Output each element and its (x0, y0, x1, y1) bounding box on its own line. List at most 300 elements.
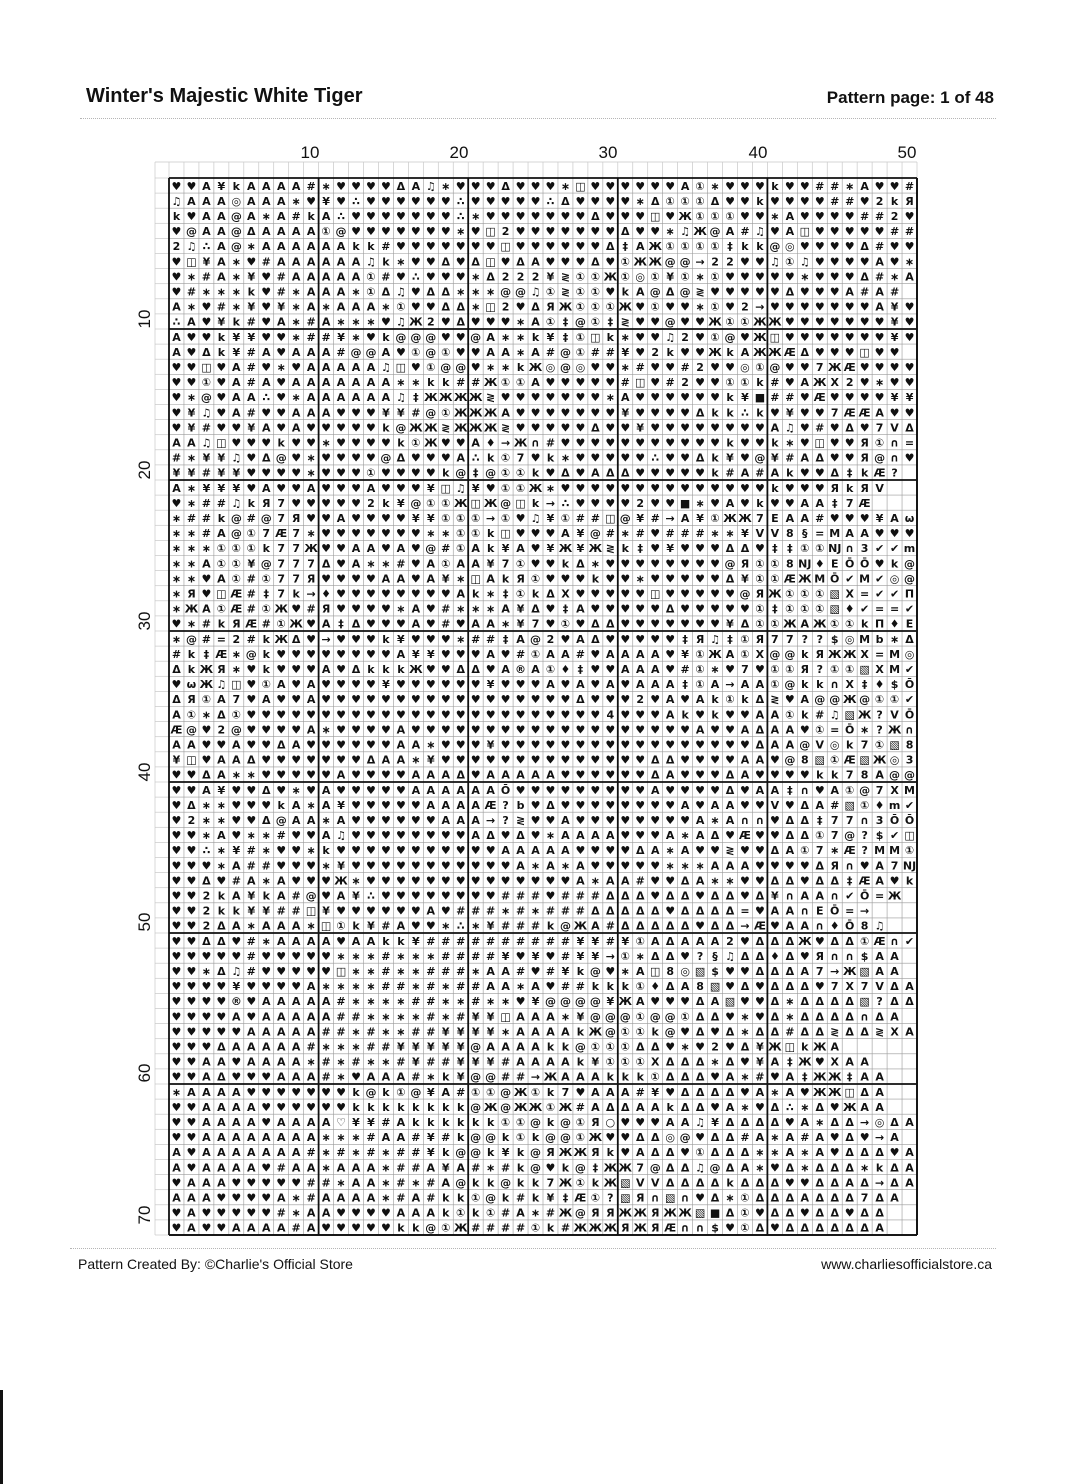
stitch-symbol: A (680, 1115, 690, 1129)
stitch-symbol: → (830, 964, 840, 978)
stitch-symbol: Я (546, 300, 555, 314)
stitch-symbol: ‡ (622, 240, 629, 254)
stitch-symbol: # (351, 1055, 361, 1069)
stitch-symbol: k (501, 572, 510, 586)
stitch-symbol: ♥ (171, 1176, 182, 1190)
stitch-symbol: A (247, 209, 256, 223)
stitch-symbol: @ (485, 1131, 497, 1145)
stitch-symbol: ♥ (485, 240, 496, 254)
stitch-symbol: # (515, 1221, 526, 1235)
stitch-symbol: Ж (588, 1025, 603, 1039)
stitch-symbol: A (396, 1206, 406, 1220)
stitch-symbol: ♥ (575, 436, 586, 450)
stitch-symbol: ♥ (650, 829, 661, 843)
stitch-symbol: k (442, 1191, 450, 1205)
stitch-symbol: ♥ (665, 874, 676, 888)
stitch-symbol: # (201, 511, 212, 525)
stitch-symbol: ♥ (231, 813, 242, 827)
stitch-symbol: ♫ (769, 255, 780, 269)
stitch-symbol: A (306, 1131, 316, 1145)
stitch-symbol: ∗ (725, 527, 735, 541)
stitch-symbol: ♥ (695, 798, 706, 812)
stitch-symbol: ① (695, 240, 705, 254)
stitch-symbol: Δ (695, 1025, 705, 1039)
stitch-symbol: ① (770, 617, 780, 631)
stitch-symbol: Ж (289, 617, 303, 631)
stitch-symbol: A (261, 194, 271, 208)
stitch-symbol: ① (471, 1085, 481, 1099)
stitch-symbol: ♥ (799, 1176, 810, 1190)
stitch-symbol: ♥ (395, 859, 406, 873)
stitch-symbol: ♥ (485, 179, 496, 193)
stitch-symbol: # (471, 1221, 481, 1235)
stitch-symbol: @ (485, 1191, 497, 1205)
stitch-symbol: # (635, 527, 645, 541)
stitch-symbol: ♥ (380, 647, 391, 661)
stitch-symbol: ♥ (231, 949, 242, 963)
stitch-symbol: ♥ (351, 209, 361, 223)
stitch-symbol: ♥ (425, 829, 436, 843)
stitch-symbol: Δ (665, 889, 675, 903)
stitch-symbol: ♥ (515, 708, 526, 722)
stitch-symbol: Ж (842, 1100, 857, 1114)
stitch-symbol: # (246, 859, 256, 873)
stitch-symbol: ∗ (710, 813, 720, 827)
stitch-symbol: ∗ (351, 995, 361, 1009)
stitch-symbol: A (411, 768, 421, 782)
stitch-symbol: ♥ (201, 980, 212, 994)
stitch-symbol: A (381, 572, 391, 586)
stitch-symbol: ¥ (905, 391, 914, 405)
stitch-symbol: # (381, 1115, 391, 1129)
stitch-symbol: @ (455, 1146, 467, 1160)
stitch-symbol: k (846, 481, 854, 495)
stitch-symbol: ♥ (829, 315, 840, 329)
stitch-symbol: ♥ (665, 1085, 676, 1099)
stitch-symbol: ¥ (456, 1040, 465, 1054)
stitch-symbol: ♥ (321, 572, 332, 586)
stitch-symbol: Я (291, 511, 301, 525)
stitch-symbol: Δ (830, 934, 839, 948)
stitch-symbol: k (546, 1085, 555, 1099)
stitch-symbol: ♥ (306, 768, 317, 782)
stitch-symbol: ♥ (186, 934, 197, 948)
row-number-20: 20 (135, 460, 154, 480)
stitch-symbol: ♥ (710, 376, 720, 390)
stitch-symbol: ♥ (665, 481, 676, 495)
stitch-symbol: ¥ (576, 934, 585, 948)
stitch-symbol: ♥ (455, 179, 466, 193)
stitch-symbol: ① (471, 527, 481, 541)
stitch-symbol: ♥ (620, 496, 631, 510)
stitch-symbol: ① (620, 270, 630, 284)
stitch-symbol: ♥ (380, 1221, 391, 1235)
stitch-symbol: ♥ (859, 255, 870, 269)
stitch-symbol: # (845, 194, 855, 208)
stitch-symbol: ♥ (366, 1221, 376, 1235)
stitch-symbol: ♥ (231, 798, 242, 812)
stitch-symbol: ‡ (817, 813, 823, 827)
stitch-symbol: ∩ (890, 436, 900, 450)
stitch-symbol: ♥ (291, 1085, 302, 1099)
stitch-symbol: ① (471, 1191, 481, 1205)
stitch-symbol: Δ (725, 1146, 735, 1160)
stitch-symbol: ∗ (321, 1040, 331, 1054)
stitch-symbol: ♥ (440, 874, 451, 888)
stitch-symbol: ♥ (590, 798, 601, 812)
stitch-symbol: Δ (291, 632, 301, 646)
stitch-symbol: A (247, 1146, 256, 1160)
stitch-symbol: # (486, 934, 496, 948)
stitch-symbol: ≷ (605, 542, 615, 556)
stitch-symbol: ¥ (247, 270, 256, 284)
stitch-symbol: ♥ (231, 829, 242, 843)
stitch-symbol: Æ (738, 829, 751, 843)
stitch-symbol: A (321, 995, 331, 1009)
stitch-symbol: A (261, 995, 271, 1009)
stitch-symbol: ♥ (455, 255, 466, 269)
stitch-symbol: ♥ (814, 481, 825, 495)
stitch-symbol: Ж (588, 1131, 603, 1145)
stitch-symbol: ♥ (186, 783, 197, 797)
stitch-symbol: ♥ (306, 194, 317, 208)
stitch-symbol: ♥ (725, 421, 735, 435)
stitch-symbol: ♥ (410, 708, 421, 722)
stitch-symbol: ♫ (799, 255, 810, 269)
stitch-symbol: ¥ (367, 919, 375, 933)
stitch-symbol: k (427, 1100, 435, 1114)
stitch-symbol: ① (859, 798, 870, 812)
stitch-symbol: # (276, 904, 286, 918)
stitch-symbol: @ (365, 1085, 377, 1099)
stitch-symbol: ∗ (665, 225, 675, 239)
stitch-symbol: ① (635, 1010, 645, 1024)
stitch-symbol: A (606, 1085, 615, 1099)
stitch-symbol: ¥ (397, 496, 405, 510)
stitch-symbol: ♥ (799, 421, 810, 435)
stitch-symbol: Δ (830, 1221, 839, 1235)
stitch-symbol: ♥ (814, 240, 825, 254)
footer-divider (70, 1248, 996, 1249)
stitch-symbol: ◫ (799, 225, 811, 239)
stitch-symbol: Δ (665, 1055, 675, 1069)
stitch-symbol: M (859, 632, 871, 646)
stitch-symbol: # (276, 1206, 286, 1220)
stitch-symbol: A (591, 1085, 600, 1099)
stitch-symbol: ∴ (172, 315, 181, 329)
stitch-symbol: ① (815, 829, 825, 843)
stitch-symbol: ① (755, 572, 765, 586)
stitch-symbol: Я (650, 1221, 660, 1235)
stitch-symbol: ♥ (530, 753, 541, 767)
stitch-symbol: # (515, 919, 526, 933)
stitch-symbol: ♥ (545, 738, 556, 752)
stitch-symbol: ♥ (485, 209, 496, 223)
stitch-symbol: ◫ (859, 345, 870, 359)
stitch-symbol: ¥ (711, 1115, 719, 1129)
stitch-symbol: ∴ (456, 919, 465, 933)
stitch-symbol: # (201, 270, 212, 284)
stitch-symbol: ♥ (321, 1221, 332, 1235)
stitch-symbol: ♥ (784, 315, 795, 329)
stitch-symbol: ♥ (665, 1040, 676, 1054)
stitch-symbol: ① (740, 376, 750, 390)
stitch-symbol: 2 (172, 240, 181, 254)
stitch-symbol: ♥ (410, 844, 421, 858)
stitch-symbol: @ (574, 1161, 586, 1175)
stitch-symbol: ♥ (560, 481, 571, 495)
stitch-symbol: Ж (842, 693, 857, 707)
stitch-symbol: ♥ (695, 919, 706, 933)
stitch-symbol: ¥ (247, 300, 256, 314)
stitch-symbol: ∗ (500, 995, 511, 1009)
stitch-symbol: Δ (710, 1010, 720, 1024)
stitch-symbol: ¥ (486, 557, 495, 571)
stitch-symbol: ♥ (395, 617, 406, 631)
stitch-symbol: ♥ (769, 300, 780, 314)
stitch-symbol: ♥ (680, 1146, 691, 1160)
stitch-symbol: Ж (827, 1085, 842, 1099)
stitch-symbol: ♥ (590, 647, 601, 661)
stitch-symbol: Δ (785, 829, 795, 843)
stitch-symbol: ♥ (351, 1206, 361, 1220)
stitch-symbol: Δ (576, 693, 585, 707)
stitch-symbol: ♥ (620, 209, 631, 223)
stitch-symbol: @ (410, 330, 422, 344)
stitch-symbol: ♥ (186, 829, 197, 843)
stitch-symbol: k (756, 194, 764, 208)
stitch-symbol: ∗ (381, 557, 391, 571)
stitch-symbol: A (516, 768, 525, 782)
stitch-symbol: ¥ (576, 542, 585, 556)
stitch-symbol: # (171, 451, 182, 465)
stitch-symbol: ♥ (455, 829, 466, 843)
stitch-symbol: A (306, 481, 316, 495)
stitch-symbol: ♥ (605, 255, 616, 269)
stitch-symbol: ♥ (321, 768, 332, 782)
stitch-symbol: ♥ (844, 345, 855, 359)
stitch-symbol: ♥ (321, 964, 332, 978)
stitch-symbol: ♥ (575, 451, 586, 465)
stitch-symbol: A (232, 1131, 241, 1145)
stitch-symbol: ♥ (725, 1010, 735, 1024)
stitch-symbol: ♥ (695, 557, 706, 571)
stitch-symbol: ♥ (620, 783, 631, 797)
stitch-symbol: Ж (558, 1100, 573, 1114)
stitch-symbol: Δ (815, 859, 825, 873)
stitch-symbol: Ж (588, 1221, 603, 1235)
stitch-symbol: A (546, 768, 555, 782)
stitch-symbol: A (291, 421, 301, 435)
stitch-symbol: ♥ (799, 874, 810, 888)
stitch-symbol: @ (844, 829, 856, 843)
stitch-symbol: ♥ (799, 360, 810, 374)
stitch-symbol: ♥ (799, 1206, 810, 1220)
stitch-symbol: ◫ (186, 255, 197, 269)
stitch-symbol: ♥ (545, 602, 556, 616)
stitch-symbol: A (516, 632, 525, 646)
stitch-symbol: ♥ (710, 481, 720, 495)
stitch-symbol: Δ (426, 285, 436, 299)
stitch-symbol: A (710, 798, 720, 812)
stitch-symbol: ♥ (500, 391, 511, 405)
stitch-symbol: # (201, 466, 212, 480)
stitch-symbol: A (725, 1100, 735, 1114)
stitch-symbol: Æ (753, 919, 766, 933)
stitch-symbol: 7 (860, 738, 869, 752)
stitch-symbol: Δ (830, 874, 839, 888)
stitch-symbol: ♥ (650, 225, 661, 239)
stitch-symbol: ♥ (829, 391, 840, 405)
stitch-symbol: ∗ (231, 647, 241, 661)
stitch-symbol: A (321, 285, 331, 299)
stitch-symbol: ① (725, 209, 735, 223)
stitch-symbol: Ж (603, 270, 618, 284)
stitch-symbol: ♥ (695, 572, 706, 586)
stitch-symbol: ♥ (246, 995, 257, 1009)
stitch-symbol: ✔ (904, 662, 915, 676)
stitch-symbol: ♥ (889, 179, 900, 193)
stitch-symbol: # (545, 1206, 556, 1220)
stitch-symbol: A (680, 511, 690, 525)
stitch-symbol: A (336, 285, 346, 299)
stitch-symbol: Я (740, 557, 750, 571)
stitch-symbol: ♥ (665, 783, 676, 797)
stitch-symbol: k (352, 1085, 360, 1099)
stitch-symbol: ♥ (710, 1100, 720, 1114)
stitch-symbol: ♫ (530, 511, 541, 525)
stitch-symbol: A (232, 1221, 241, 1235)
stitch-symbol: ♥ (366, 874, 376, 888)
stitch-symbol: ? (876, 708, 883, 722)
stitch-symbol: ♥ (291, 602, 302, 616)
stitch-symbol: Ж (184, 602, 199, 616)
stitch-symbol: ∗ (336, 1055, 346, 1069)
stitch-symbol: A (680, 179, 690, 193)
stitch-symbol: ♫ (395, 391, 406, 405)
stitch-symbol: A (486, 768, 495, 782)
stitch-symbol: k (606, 980, 614, 994)
stitch-symbol: A (187, 738, 196, 752)
stitch-symbol: ♥ (889, 527, 900, 541)
stitch-symbol: ∗ (201, 542, 212, 556)
stitch-symbol: ≷ (560, 270, 571, 284)
stitch-symbol: @ (784, 753, 796, 767)
stitch-symbol: ♥ (470, 768, 481, 782)
stitch-symbol: 7 (860, 1191, 869, 1205)
stitch-symbol: # (336, 1146, 346, 1160)
stitch-symbol: Δ (695, 1010, 705, 1024)
stitch-symbol: # (486, 949, 496, 963)
stitch-symbol: ∗ (396, 1025, 406, 1039)
stitch-symbol: ♥ (605, 406, 616, 420)
stitch-symbol: ♥ (829, 1100, 840, 1114)
stitch-symbol: ∗ (186, 572, 197, 586)
stitch-symbol: ① (815, 542, 825, 556)
stitch-symbol: Δ (261, 783, 271, 797)
stitch-symbol: A (875, 949, 884, 963)
stitch-symbol: A (441, 768, 451, 782)
stitch-symbol: = (216, 632, 226, 646)
stitch-symbol: ♥ (665, 406, 676, 420)
stitch-symbol: A (321, 662, 331, 676)
stitch-symbol: ♥ (246, 1070, 257, 1084)
stitch-symbol: Δ (755, 1221, 765, 1235)
stitch-symbol: ♥ (695, 466, 706, 480)
stitch-symbol: X (845, 587, 854, 601)
stitch-symbol: ♥ (395, 481, 406, 495)
stitch-symbol: # (650, 511, 660, 525)
stitch-symbol: ♥ (276, 466, 287, 480)
stitch-symbol: ♥ (276, 1100, 287, 1114)
stitch-symbol: ♥ (470, 889, 481, 903)
stitch-symbol: # (560, 889, 571, 903)
stitch-symbol: A (396, 572, 406, 586)
stitch-symbol: ¥ (441, 572, 450, 586)
stitch-symbol: # (500, 1221, 511, 1235)
stitch-symbol: ♥ (740, 602, 750, 616)
stitch-symbol: Δ (845, 1115, 854, 1129)
stitch-symbol: ♥ (425, 693, 436, 707)
stitch-symbol: 7 (815, 964, 824, 978)
stitch-symbol: Δ (680, 1161, 690, 1175)
stitch-symbol: ∗ (785, 995, 795, 1009)
stitch-symbol: Δ (740, 1040, 750, 1054)
stitch-symbol: # (246, 511, 256, 525)
stitch-symbol: 7 (516, 451, 525, 465)
stitch-symbol: k (681, 708, 689, 722)
stitch-symbol: ♥ (216, 1010, 227, 1024)
stitch-symbol: ♥ (470, 753, 481, 767)
stitch-symbol: A (232, 1115, 241, 1129)
stitch-symbol: # (246, 406, 256, 420)
stitch-symbol: A (232, 1161, 241, 1175)
stitch-symbol: ♥ (754, 255, 765, 269)
stitch-symbol: ♥ (844, 511, 855, 525)
stitch-symbol: $ (711, 1221, 719, 1235)
stitch-symbol: ♫ (725, 949, 735, 963)
stitch-symbol: A (875, 1100, 884, 1114)
stitch-symbol: A (426, 1206, 436, 1220)
stitch-symbol: ♥ (351, 844, 361, 858)
stitch-symbol: ♥ (470, 738, 481, 752)
stitch-symbol: k (771, 179, 779, 193)
stitch-symbol: ♥ (291, 360, 302, 374)
stitch-symbol: ≷ (830, 1025, 840, 1039)
stitch-symbol: # (231, 874, 241, 888)
stitch-symbol: A (202, 557, 211, 571)
stitch-symbol: ‡ (607, 315, 614, 329)
stitch-symbol: ♥ (635, 406, 646, 420)
stitch-symbol: A (306, 1206, 316, 1220)
stitch-symbol: § (802, 527, 808, 541)
stitch-symbol: ‡ (472, 466, 479, 480)
stitch-symbol: ♥ (470, 647, 481, 661)
stitch-symbol: ♥ (485, 315, 496, 329)
stitch-symbol: ♥ (336, 1085, 346, 1099)
stitch-symbol: k (756, 376, 764, 390)
stitch-symbol: ∗ (456, 285, 466, 299)
stitch-symbol: Я (860, 451, 869, 465)
stitch-symbol: ♥ (530, 451, 541, 465)
stitch-symbol: k (412, 1100, 420, 1114)
stitch-symbol: # (605, 345, 615, 359)
stitch-symbol: Ж (753, 345, 767, 359)
stitch-symbol: ∗ (426, 738, 436, 752)
stitch-symbol: ◫ (470, 496, 481, 510)
stitch-symbol: ♥ (425, 451, 436, 465)
stitch-symbol: ♥ (246, 1085, 257, 1099)
